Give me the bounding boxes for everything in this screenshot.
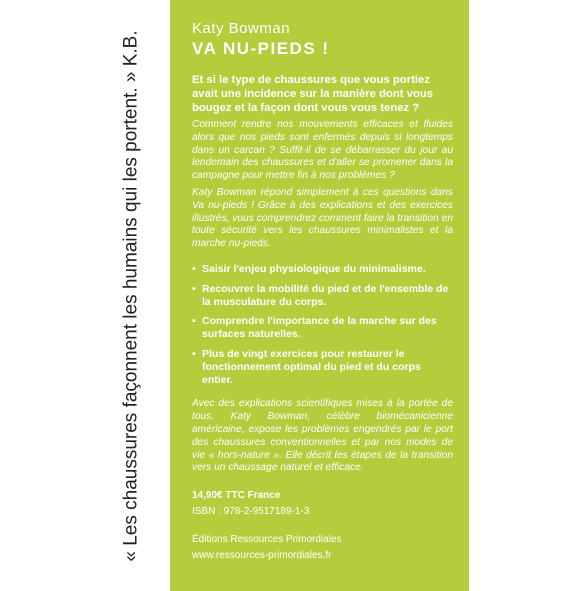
spine-quote: « Les chaussures façonnent les humains qui les portent. » K.B. [121, 30, 143, 562]
list-item: • Recouvrer la mobilité du pied et de l'ensemble de la musculature du corps. [192, 282, 449, 308]
book-spine [112, 16, 152, 576]
bullet-icon: • [192, 315, 196, 328]
bullet-icon: • [192, 282, 196, 295]
paragraph-author: Avec des explications scientifiques mises à la portée de tous, Katy Bowman, célèbre biomécanicienne américaine, expose les problèmes engendrés par le port des chaussures conventionnelles et par nos modes de vie « hors-nature ». Elle décrit les étapes de la transition vers un chaussage naturel et efficace. [192, 398, 453, 474]
isbn: ISBN : 978-2-9517189-1-3 [192, 506, 310, 518]
paragraph-summary: Katy Bowman répond simplement à ces questions dans Va nu-pieds ! Grâce à des explications et des exercices illustrés, vous comprendrez comment faire la transition en toute sécurité vers les chaussures minimalistes et la marche nu-pieds. [192, 186, 453, 250]
publisher: Éditions Ressources Primordiales [192, 534, 342, 546]
paragraph-intro: Comment rendre nos mouvements efficaces et fluides alors que nos pieds sont enfermés depuis si longtemps dans un carcan ? Suffit-il de se débarrasser du jour au lendemain des chaussures et d'aller se promener dans la campagne pour mettre fin à nos problèmes ? [192, 119, 453, 182]
benefits-list [192, 263, 453, 386]
list-item: • Saisir l'enjeu physiologique du minimalisme. [192, 262, 426, 275]
list-item: • Comprendre l'importance de la marche sur des surfaces naturelles. [192, 315, 437, 341]
bullet-icon: • [192, 347, 196, 360]
author-name: Katy Bowman [192, 20, 291, 37]
lead-question: Et si le type de chaussures que vous portiez avait une incidence sur la manière dont vous bougez et la façon dont vous vous tenez ? [192, 74, 434, 114]
bullet-icon: • [192, 262, 196, 275]
price: 14,90€ TTC France [192, 490, 281, 502]
publisher-url: www.ressources-primordiales.fr [192, 550, 332, 562]
book-title: VA NU-PIEDS ! [192, 39, 330, 58]
list-item: • Plus de vingt exercices pour restaurer le fonctionnement optimal du pied et du corps entier. [192, 347, 421, 386]
back-cover [170, 0, 469, 591]
